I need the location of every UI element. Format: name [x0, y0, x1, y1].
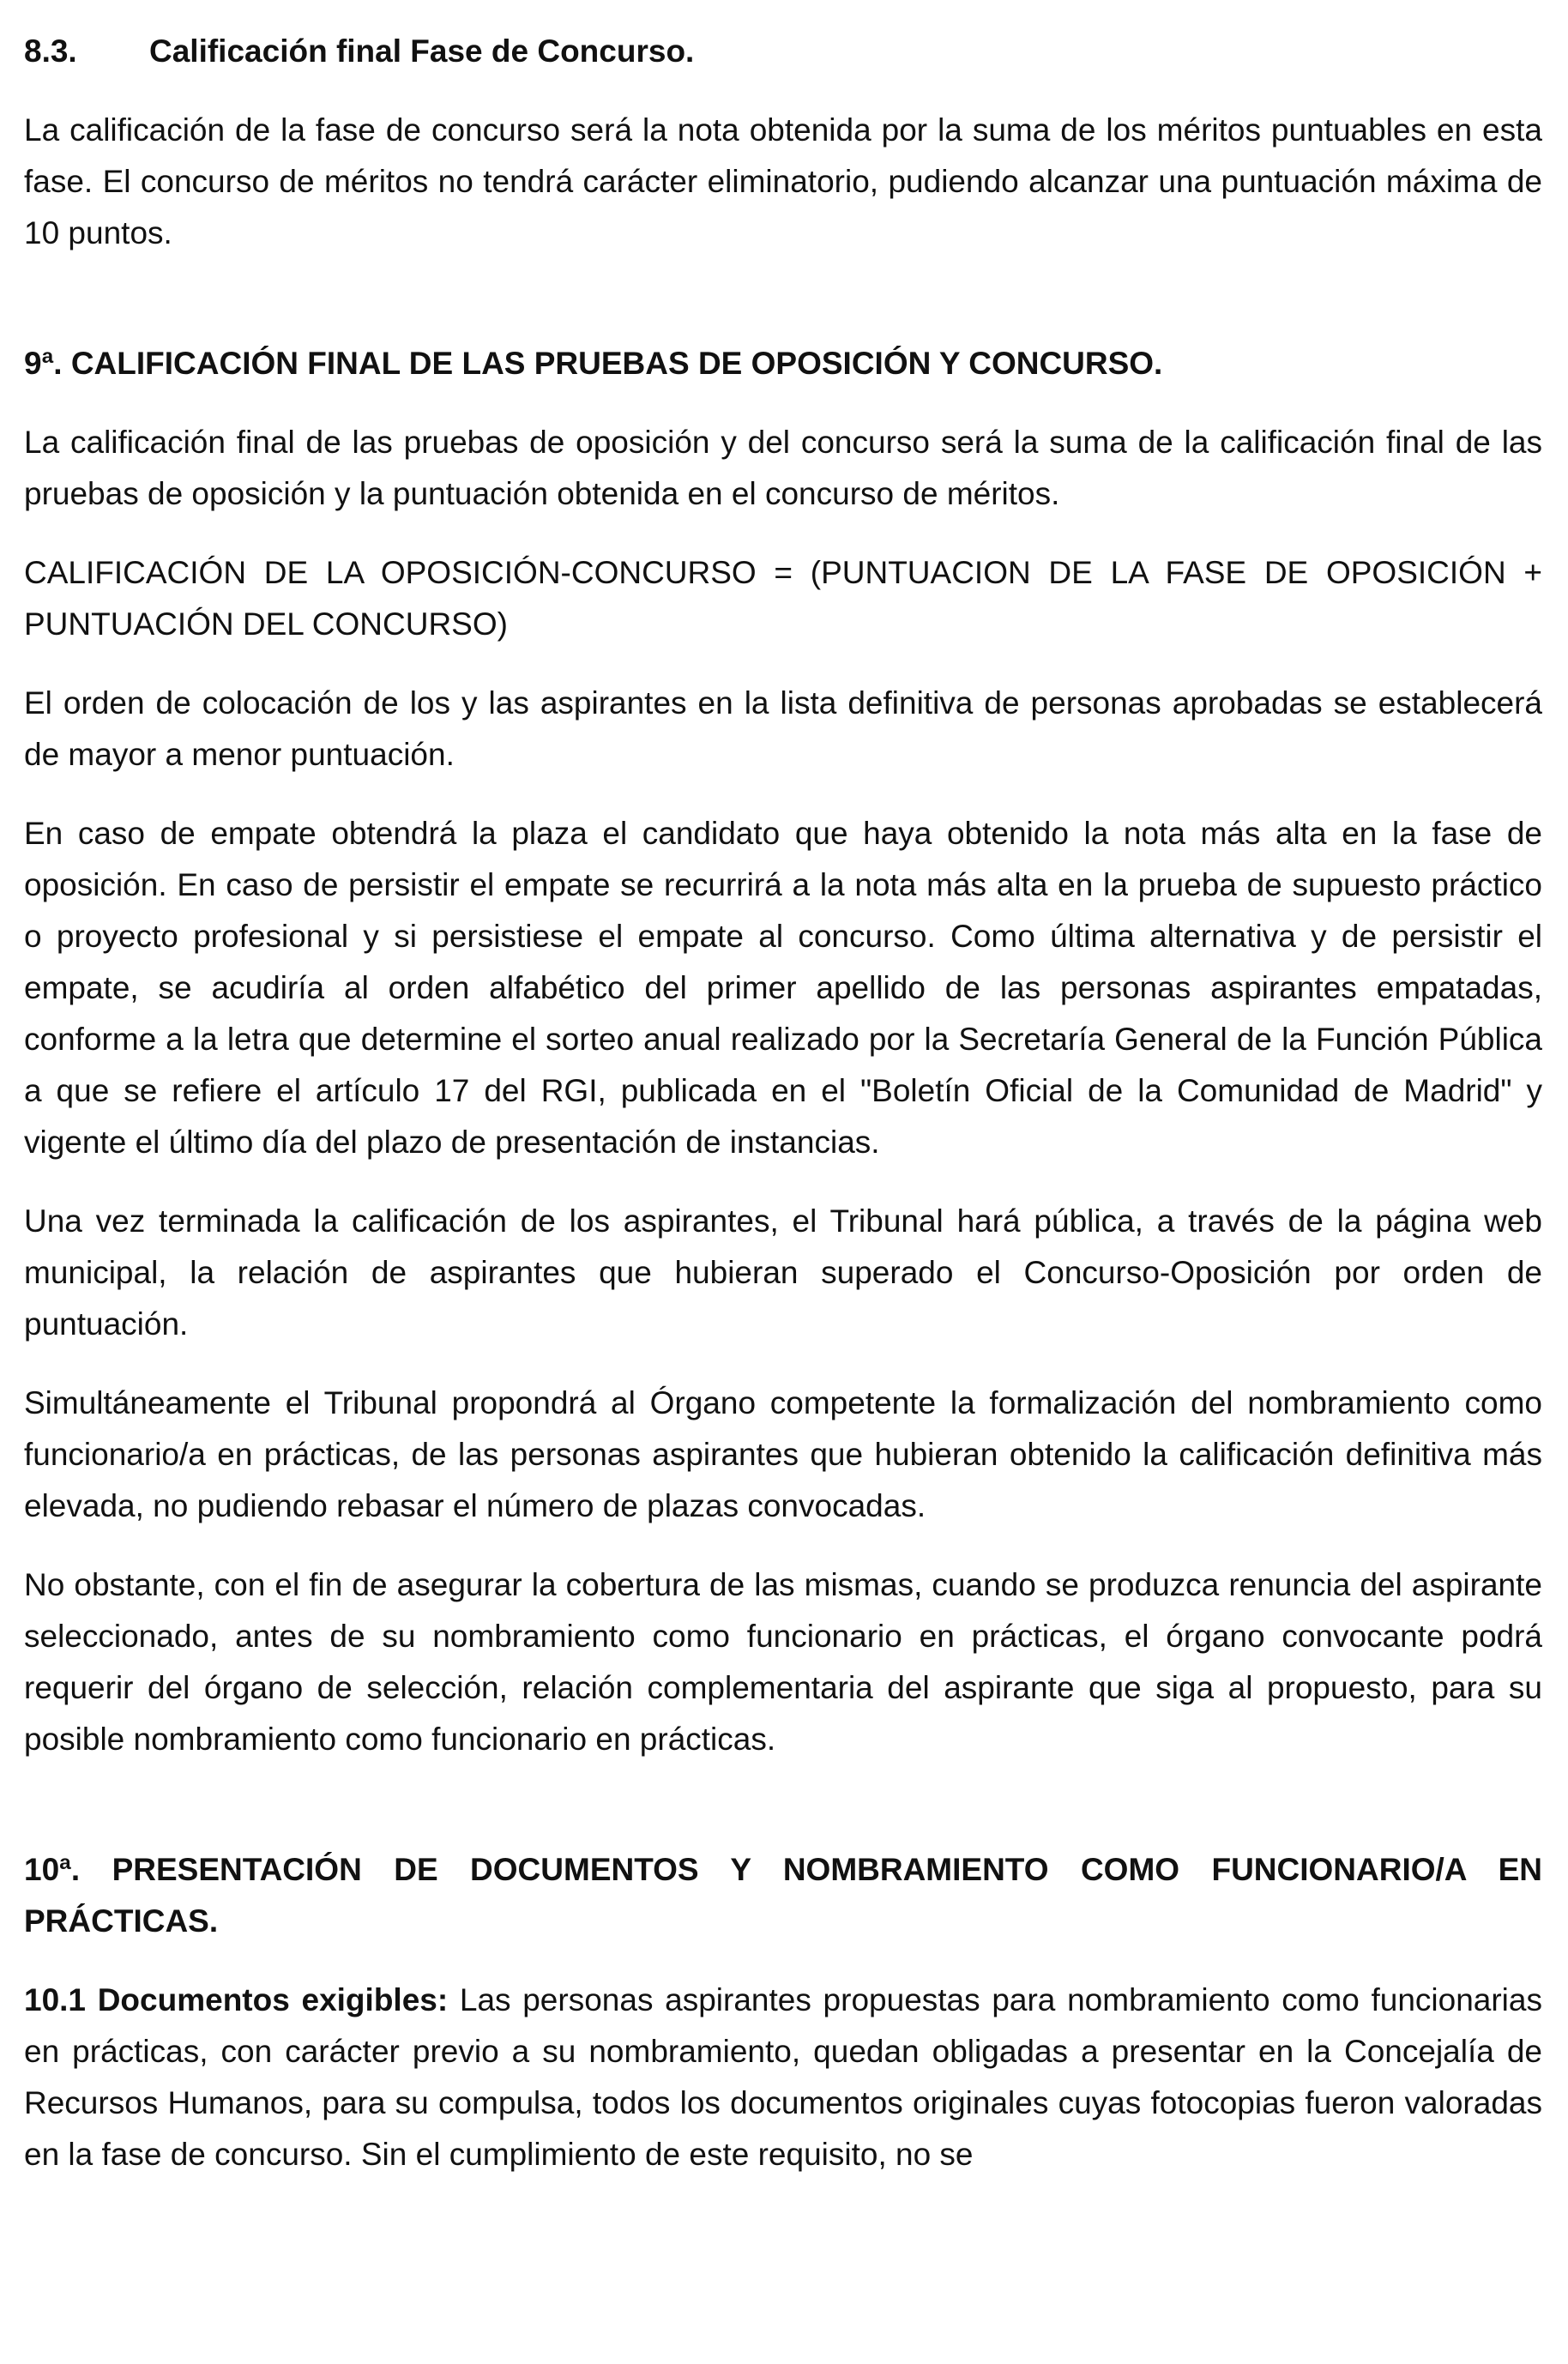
paragraph: En caso de empate obtendrá la plaza el candidato que haya obtenido la nota más alta en la fase de oposición. En caso de persistir el empate se recurrirá a la nota más alta en la prueba de supuesto práctico o proyecto profesional y si persistiese el empate al concurso. Como última alternativa y de persistir el empate, se acudiría al orden alfabético del primer apellido de las personas aspirantes empatadas, conforme a la letra que determine el sorteo anual realizado por la Secretaría General de la Función Pública a que se refiere el artículo 17 del RGI, publicada en el "Boletín Oficial de la Comunidad de Madrid" y vigente el último día del plazo de presentación de instancias. [24, 816, 1542, 1160]
paragraph: Simultáneamente el Tribunal propondrá al Órgano competente la formalización del nombramiento como funcionario/a en prácticas, de las personas aspirantes que hubieran obtenido la calificación definitiva más elevada, no pudiendo rebasar el número de plazas convocadas. [24, 1385, 1542, 1523]
paragraph: La calificación de la fase de concurso será la nota obtenida por la suma de los méritos puntuables en esta fase. El concurso de méritos no tendrá carácter eliminatorio, pudiendo alcanzar una puntuación máxima de 10 puntos. [24, 112, 1542, 250]
paragraph: El orden de colocación de los y las aspirantes en la lista definitiva de personas aprobadas se establecerá de mayor a menor puntuación. [24, 685, 1542, 772]
paragraph: La calificación final de las pruebas de oposición y del concurso será la suma de la calificación final de las pruebas de oposición y la puntuación obtenida en el concurso de méritos. [24, 425, 1542, 511]
formula-paragraph: CALIFICACIÓN DE LA OPOSICIÓN-CONCURSO = (PUNTUACION DE LA FASE DE OPOSICIÓN + PUNTUACIÓN DEL CONCURSO) [24, 555, 1542, 642]
subsection-paragraph [24, 1975, 1542, 2180]
subsection-label: 10.1 Documentos exigibles: [24, 1982, 449, 2017]
document-page [24, 26, 1542, 2180]
section-number: 8.3. [24, 33, 77, 69]
section-title-text: Calificación final Fase de Concurso. [149, 33, 695, 69]
subsection-text: Las personas aspirantes propuestas para nombramiento como funcionarias en prácticas, con carácter previo a su nombramiento, quedan obligadas a presentar en la Concejalía de Recursos Humanos, para su compulsa, todos los documentos originales cuyas fotocopias fueron valoradas en la fase de concurso. Sin el cumplimiento de este requisito, no se [24, 1982, 1542, 2172]
paragraph: Una vez terminada la calificación de los aspirantes, el Tribunal hará pública, a través de la página web municipal, la relación de aspirantes que hubieran superado el Concurso-Oposición por orden de puntuación. [24, 1203, 1542, 1342]
section-10-heading: 10ª. PRESENTACIÓN DE DOCUMENTOS Y NOMBRAMIENTO COMO FUNCIONARIO/A EN PRÁCTICAS. [24, 1852, 1542, 1939]
section-9-heading: 9ª. CALIFICACIÓN FINAL DE LAS PRUEBAS DE OPOSICIÓN Y CONCURSO. [24, 346, 1163, 381]
paragraph: No obstante, con el fin de asegurar la cobertura de las mismas, cuando se produzca renuncia del aspirante seleccionado, antes de su nombramiento como funcionario en prácticas, el órgano convocante podrá requerir del órgano de selección, relación complementaria del aspirante que siga al propuesto, para su posible nombramiento como funcionario en prácticas. [24, 1567, 1542, 1757]
section-8-3-title [24, 26, 1542, 77]
